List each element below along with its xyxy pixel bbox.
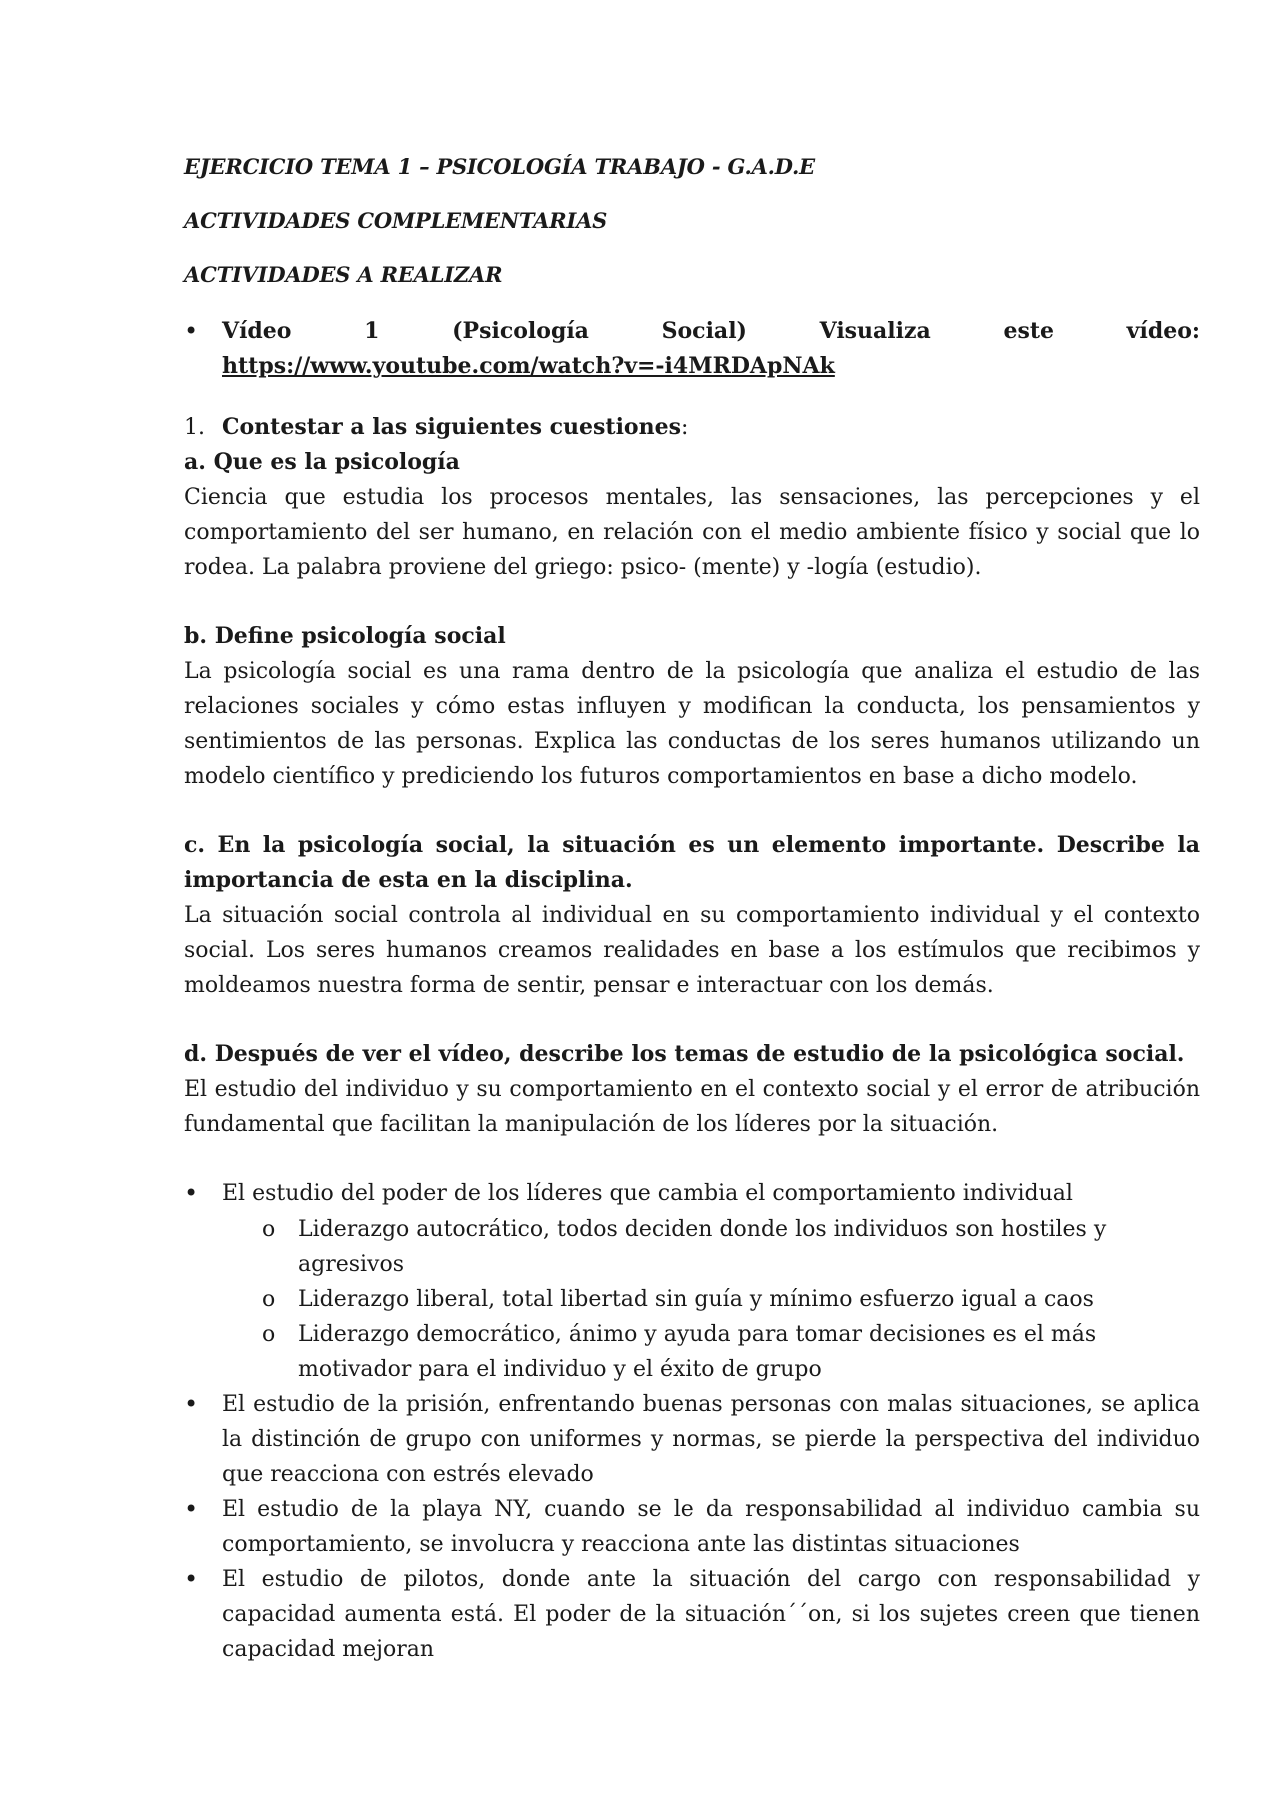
sub-list-item — [184, 1212, 1200, 1282]
list-item — [184, 1492, 1200, 1562]
list-item — [184, 1387, 1200, 1492]
list-item-text: El estudio de la playa NY, cuando se le da responsabilidad al individuo cambia su comportamiento, se involucra y reacciona ante las distintas situaciones — [222, 1497, 1200, 1557]
list-item-text: El estudio de la prisión, enfrentando buenas personas con malas situaciones, se aplica la distinción de grupo con uniformes y normas, se pierde la perspectiva del individuo que reacciona con estrés elevado — [222, 1392, 1200, 1487]
circle-bullet-icon: o — [262, 1287, 276, 1312]
bullet-icon — [184, 1562, 222, 1667]
list-item-text: El estudio de pilotos, donde ante la situación del cargo con responsabilidad y capacidad aumenta está. El poder de la situación´´on, si los sujetes creen que tienen capacidad mejoran — [222, 1567, 1200, 1662]
answer-b: La psicología social es una rama dentro de la psicología que analiza el estudio de las relaciones sociales y cómo estas influyen y modifican la conducta, los pensamientos y sentimientos de las personas. Explica las conductas de los seres humanos utilizando un modelo científico y prediciendo los futuros comportamientos en base a dicho modelo. — [184, 659, 1200, 789]
sub-list-item — [184, 1317, 1200, 1387]
question-a: a. Que es la psicología — [184, 449, 460, 475]
document-content — [184, 152, 1200, 1667]
section-1-heading — [184, 410, 1200, 445]
question-b: b. Define psicología social — [184, 623, 506, 649]
video-link[interactable]: https://www.youtube.com/watch?v=-i4MRDApNAk — [222, 353, 835, 379]
circle-bullet-icon: o — [262, 1322, 276, 1347]
answer-a: Ciencia que estudia los procesos mentales, las sensaciones, las percepciones y el comportamiento del ser humano, en relación con el medio ambiente físico y social que lo rodea. La palabra proviene del griego: psico- (mente) y -logía (estudio). — [184, 485, 1200, 580]
sub-list-item-text: Liderazgo liberal, total libertad sin guía y mínimo esfuerzo igual a caos — [298, 1287, 1094, 1312]
sub-list-item — [184, 1282, 1200, 1317]
bullet-icon — [184, 314, 222, 384]
bullet-icon — [184, 1176, 222, 1212]
studies-list — [184, 1176, 1200, 1667]
answer-c: La situación social controla al individual en su comportamiento individual y el contexto social. Los seres humanos creamos realidades en base a los estímulos que recibimos y moldeamos nuestra forma de sentir, pensar e interactuar con los demás. — [184, 903, 1200, 998]
section-heading-realizar: ACTIVIDADES A REALIZAR — [184, 262, 503, 287]
section-heading-complementarias: ACTIVIDADES COMPLEMENTARIAS — [184, 208, 608, 233]
section-1-label: Contestar a las siguientes cuestiones — [222, 414, 681, 440]
answer-d: El estudio del individuo y su comportamiento en el contexto social y el error de atribución fundamental que facilitan la manipulación de los líderes por la situación. — [184, 1077, 1200, 1137]
circle-bullet-icon: o — [262, 1217, 276, 1242]
list-item — [184, 1176, 1200, 1212]
bullet-icon — [184, 1492, 222, 1562]
list-item-text: El estudio del poder de los líderes que cambia el comportamiento individual — [222, 1181, 1073, 1206]
section-1-text — [222, 410, 688, 445]
bullet-icon — [184, 1387, 222, 1492]
list-item — [184, 1562, 1200, 1667]
sub-list-item-text: Liderazgo autocrático, todos deciden donde los individuos son hostiles y agresivos — [298, 1217, 1107, 1277]
video-text — [222, 314, 1200, 384]
question-d: d. Después de ver el vídeo, describe los temas de estudio de la psicológica social. — [184, 1041, 1185, 1067]
question-c: c. En la psicología social, la situación es un elemento importante. Describe la importancia de esta en la disciplina. — [184, 832, 1200, 893]
sub-list-item-text: Liderazgo democrático, ánimo y ayuda para tomar decisiones es el más motivador para el individuo y el éxito de grupo — [298, 1322, 1097, 1382]
section-1-colon: : — [680, 415, 689, 440]
section-1-number: 1. — [184, 415, 205, 440]
video-label: Vídeo 1 (Psicología Social) Visualiza este vídeo: — [222, 318, 1200, 344]
document-title: EJERCICIO TEMA 1 – PSICOLOGÍA TRABAJO - G.A.D.E — [184, 154, 815, 179]
video-bullet — [184, 314, 1200, 384]
